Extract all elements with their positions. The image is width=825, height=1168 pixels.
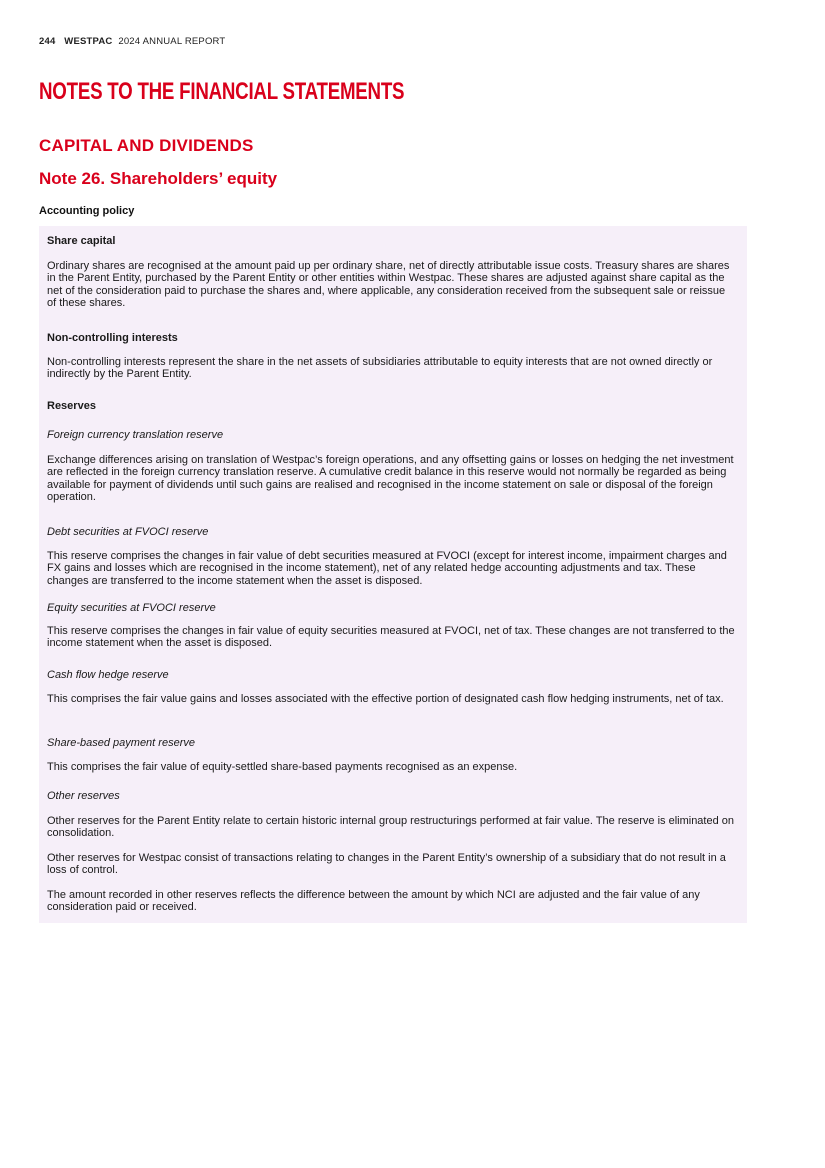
other-reserves-text-1: Other reserves for the Parent Entity relate to certain historic internal group restructurings performed at fair value. The reserve is eliminated on consolidation. [47, 815, 735, 840]
page-title: NOTES TO THE FINANCIAL STATEMENTS [39, 78, 405, 105]
sbp-title: Share-based payment reserve [47, 737, 195, 749]
fctr-text: Exchange differences arising on translation of Westpac’s foreign operations, and any offsetting gains or losses on hedging the net investment are reflected in the foreign currency translation reserve. A cumulative credit balance in this reserve would not normally be regarded as being available for payment of dividends until such gains are realised and recognised in the income statement on sale or disposal of the foreign operation. [47, 454, 734, 504]
debt-fvoci-text: This reserve comprises the changes in fair value of debt securities measured at FVOCI (except for interest income, impairment charges and FX gains and losses which are recognised in the income statement), net of any related hedge accounting adjustments and tax. These changes are transferred to the income statement when the asset is disposed. [47, 550, 727, 587]
other-reserves-text-3: The amount recorded in other reserves reflects the difference between the amount by which NCI are adjusted and the fair value of any consideration paid or received. [47, 889, 700, 914]
reserves-heading: Reserves [47, 400, 96, 412]
accounting-policy-label: Accounting policy [39, 205, 135, 217]
sbp-text: This comprises the fair value of equity-settled share-based payments recognised as an expense. [47, 761, 518, 773]
brand-name: WESTPAC [64, 36, 113, 47]
report-name: 2024 ANNUAL REPORT [118, 36, 226, 47]
note-title: Note 26. Shareholders’ equity [39, 169, 278, 188]
nci-heading: Non-controlling interests [47, 332, 178, 344]
page-number: 244 [39, 36, 56, 47]
other-reserves-text-2: Other reserves for Westpac consist of transactions relating to changes in the Parent Entity’s ownership of a subsidiary that do not result in a loss of control. [47, 852, 726, 877]
cfh-title: Cash flow hedge reserve [47, 669, 169, 681]
section-title: CAPITAL AND DIVIDENDS [39, 136, 254, 155]
share-capital-heading: Share capital [47, 235, 116, 247]
equity-fvoci-text: This reserve comprises the changes in fair value of equity securities measured at FVOCI, net of tax. These changes are not transferred to the income statement when the asset is disposed. [47, 625, 735, 650]
debt-fvoci-title: Debt securities at FVOCI reserve [47, 526, 209, 538]
cfh-text: This comprises the fair value gains and losses associated with the effective portion of designated cash flow hedging instruments, net of tax. [47, 693, 724, 705]
nci-text: Non-controlling interests represent the share in the net assets of subsidiaries attributable to equity interests that are not owned directly or indirectly by the Parent Entity. [47, 356, 713, 381]
equity-fvoci-title: Equity securities at FVOCI reserve [47, 602, 216, 614]
page-header [39, 36, 225, 47]
fctr-title: Foreign currency translation reserve [47, 429, 224, 441]
other-reserves-title: Other reserves [47, 790, 120, 802]
share-capital-text: Ordinary shares are recognised at the amount paid up per ordinary share, net of directly attributable issue costs. Treasury shares are shares in the Parent Entity, purchased by the Parent Entity or other entities within Westpac. These shares are adjusted against share capital as the net of the consideration paid to purchase the shares and, where applicable, any consideration received from the subsequent sale or reissue of these shares. [47, 260, 730, 310]
accounting-policy-box [39, 226, 747, 923]
